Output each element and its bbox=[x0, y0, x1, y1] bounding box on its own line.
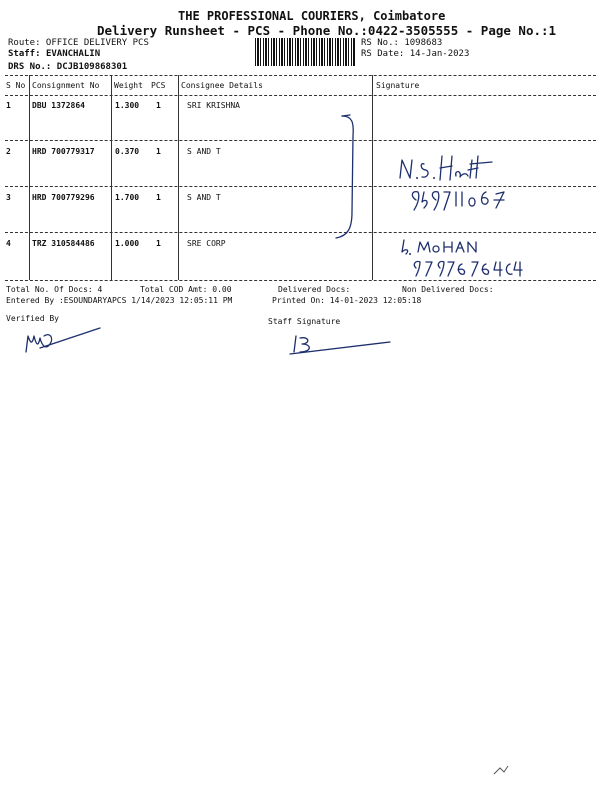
col-header-signature: Signature bbox=[376, 81, 420, 90]
drs-value: DCJB109868301 bbox=[56, 62, 128, 72]
table-header-rule bbox=[5, 95, 596, 96]
row3-weight: 1.700 bbox=[115, 193, 140, 202]
row4-pcs: 1 bbox=[156, 239, 161, 248]
row1-pcs: 1 bbox=[156, 101, 161, 110]
barcode bbox=[255, 38, 355, 66]
col-divider-1 bbox=[29, 75, 30, 280]
col-header-weight: Weight bbox=[114, 81, 143, 90]
row2-consignee: S AND T bbox=[187, 147, 221, 156]
rs-date: RS Date: 14-Jan-2023 bbox=[361, 49, 470, 59]
row1-weight: 1.300 bbox=[115, 101, 140, 110]
row3-consignee: S AND T bbox=[187, 193, 221, 202]
handwritten-bracket bbox=[330, 112, 370, 242]
company-name: THE PROFESSIONAL COURIERS, Coimbatore bbox=[178, 9, 446, 23]
row1-consignee: SRI KRISHNA bbox=[187, 101, 240, 110]
row4-sno: 4 bbox=[6, 239, 11, 248]
drs-field bbox=[8, 62, 127, 72]
col-header-pcs: PCS bbox=[151, 81, 166, 90]
rs-number: RS No.: 1098683 bbox=[361, 38, 443, 48]
row4-consignee: SRE CORP bbox=[187, 239, 226, 248]
row-rule-1 bbox=[5, 140, 596, 141]
staff-signature-mark bbox=[286, 330, 396, 356]
drs-label: DRS No.: bbox=[8, 62, 52, 72]
staff-field bbox=[8, 49, 100, 59]
row3-sno: 3 bbox=[6, 193, 11, 202]
col-header-consignment: Consignment No bbox=[32, 81, 100, 90]
row-rule-3 bbox=[5, 232, 596, 233]
handwritten-signature-2 bbox=[396, 236, 536, 282]
row3-pcs: 1 bbox=[156, 193, 161, 202]
handwritten-signature-1 bbox=[396, 150, 536, 220]
row2-pcs: 1 bbox=[156, 147, 161, 156]
col-header-sno: S No bbox=[6, 81, 26, 90]
entered-by: Entered By :ESOUNDARYAPCS 1/14/2023 12:05:11 PM bbox=[6, 296, 233, 305]
runsheet-title: Delivery Runsheet - PCS - Phone No.:0422-3505555 - Page No.:1 bbox=[97, 23, 557, 38]
row1-sno: 1 bbox=[6, 101, 11, 110]
scan-speck bbox=[490, 760, 530, 780]
route-text: Route: OFFICE DELIVERY PCS bbox=[8, 38, 149, 48]
non-delivered-docs: Non Delivered Docs: bbox=[402, 285, 494, 294]
staff-signature-label: Staff Signature bbox=[268, 317, 341, 326]
verified-by-label: Verified By bbox=[6, 314, 59, 323]
row4-consignment: TRZ 310584486 bbox=[32, 239, 95, 248]
row2-sno: 2 bbox=[6, 147, 11, 156]
staff-label: Staff: bbox=[8, 49, 41, 59]
total-docs: Total No. Of Docs: 4 bbox=[6, 285, 103, 294]
delivered-docs: Delivered Docs: bbox=[278, 285, 351, 294]
total-cod: Total COD Amt: 0.00 bbox=[140, 285, 232, 294]
col-divider-3 bbox=[178, 75, 179, 280]
row3-consignment: HRD 700779296 bbox=[32, 193, 95, 202]
table-top-rule bbox=[5, 75, 596, 76]
row2-consignment: HRD 700779317 bbox=[32, 147, 95, 156]
staff-value: EVANCHALIN bbox=[45, 49, 101, 59]
verified-by-signature bbox=[20, 322, 110, 356]
row4-weight: 1.000 bbox=[115, 239, 140, 248]
row1-consignment: DBU 1372864 bbox=[32, 101, 85, 110]
col-divider-2 bbox=[111, 75, 112, 280]
row2-weight: 0.370 bbox=[115, 147, 140, 156]
col-divider-4 bbox=[372, 75, 373, 280]
col-header-consignee: Consignee Details bbox=[181, 81, 263, 90]
printed-on: Printed On: 14-01-2023 12:05:18 bbox=[272, 296, 422, 305]
